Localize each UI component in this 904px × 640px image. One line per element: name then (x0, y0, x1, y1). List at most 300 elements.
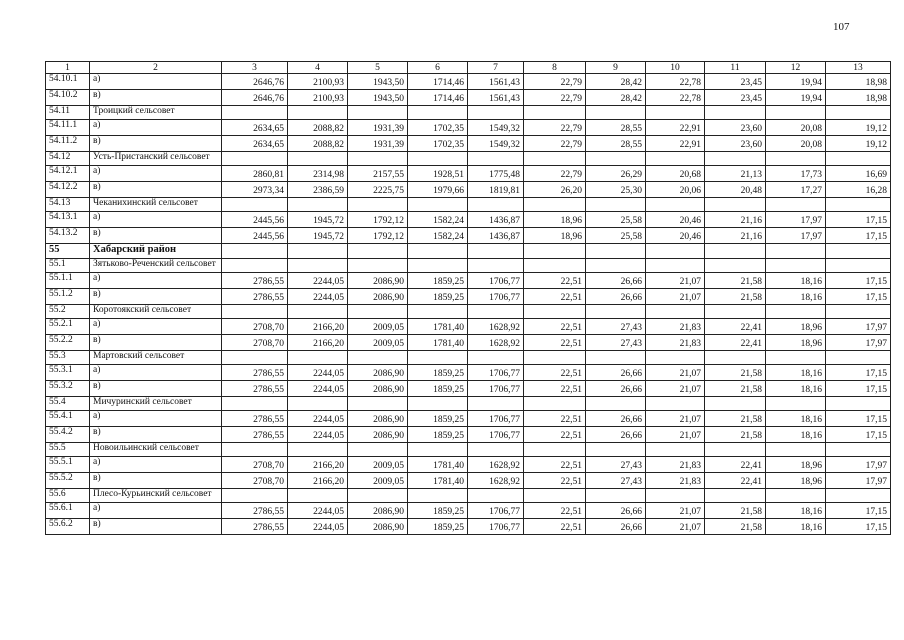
value-cell (468, 244, 524, 259)
value-cell: 18,16 (766, 273, 826, 289)
value-cell: 21,07 (646, 381, 705, 397)
value-cell: 1943,50 (348, 74, 408, 90)
value-cell (468, 351, 524, 365)
row-code: 55.3 (46, 351, 90, 365)
value-cell: 28,42 (586, 90, 646, 106)
value-cell: 1859,25 (408, 519, 468, 535)
tariff-table (45, 61, 891, 535)
row-code: 55.1.1 (46, 273, 90, 289)
row-code: 55.5 (46, 443, 90, 457)
value-cell (288, 305, 348, 319)
value-cell: 2100,93 (288, 74, 348, 90)
section-row (46, 305, 891, 319)
value-cell (766, 397, 826, 411)
value-cell: 21,83 (646, 335, 705, 351)
section-row (46, 198, 891, 212)
value-cell (524, 259, 586, 273)
row-code: 54.11.1 (46, 120, 90, 136)
value-cell (524, 152, 586, 166)
value-cell: 18,16 (766, 503, 826, 519)
value-cell: 1859,25 (408, 427, 468, 443)
row-code: 54.12.2 (46, 182, 90, 198)
row-title: Зятьково-Реченский сельсовет (90, 259, 222, 273)
value-cell: 2445,56 (222, 228, 288, 244)
value-cell: 17,97 (826, 335, 891, 351)
value-cell (826, 443, 891, 457)
value-cell: 17,15 (826, 365, 891, 381)
row-code: 55.6.1 (46, 503, 90, 519)
value-cell: 2244,05 (288, 411, 348, 427)
value-cell (646, 351, 705, 365)
value-cell: 1945,72 (288, 228, 348, 244)
value-cell: 21,83 (646, 319, 705, 335)
value-cell (348, 198, 408, 212)
value-cell: 22,41 (705, 335, 766, 351)
column-header: 2 (90, 62, 222, 74)
value-cell: 22,51 (524, 365, 586, 381)
value-cell: 2086,90 (348, 427, 408, 443)
value-cell: 25,30 (586, 182, 646, 198)
value-cell: 21,83 (646, 457, 705, 473)
value-cell: 18,16 (766, 289, 826, 305)
value-cell (766, 351, 826, 365)
value-cell: 21,07 (646, 411, 705, 427)
value-cell: 1714,46 (408, 90, 468, 106)
value-cell: 1781,40 (408, 335, 468, 351)
value-cell: 19,94 (766, 90, 826, 106)
row-variant: а) (90, 319, 222, 335)
value-cell (222, 397, 288, 411)
value-cell: 1859,25 (408, 273, 468, 289)
value-cell (586, 305, 646, 319)
value-cell: 2086,90 (348, 365, 408, 381)
value-cell: 2634,65 (222, 136, 288, 152)
value-cell (646, 397, 705, 411)
value-cell (288, 443, 348, 457)
section-row (46, 397, 891, 411)
value-cell: 2009,05 (348, 335, 408, 351)
row-title: Троицкий сельсовет (90, 106, 222, 120)
section-row (46, 443, 891, 457)
value-cell (524, 351, 586, 365)
value-cell: 22,78 (646, 90, 705, 106)
value-cell: 21,58 (705, 411, 766, 427)
value-cell: 17,15 (826, 289, 891, 305)
value-cell (826, 152, 891, 166)
value-cell (524, 489, 586, 503)
value-cell: 2157,55 (348, 166, 408, 182)
value-cell: 1792,12 (348, 228, 408, 244)
value-cell: 23,60 (705, 136, 766, 152)
table-row (46, 212, 891, 228)
value-cell: 2100,93 (288, 90, 348, 106)
value-cell: 26,66 (586, 273, 646, 289)
value-cell (468, 106, 524, 120)
value-cell: 2634,65 (222, 120, 288, 136)
row-code: 55.5.1 (46, 457, 90, 473)
value-cell: 22,51 (524, 473, 586, 489)
row-code: 55.5.2 (46, 473, 90, 489)
value-cell (826, 397, 891, 411)
value-cell: 1706,77 (468, 381, 524, 397)
value-cell (348, 443, 408, 457)
row-variant: а) (90, 74, 222, 90)
value-cell: 2244,05 (288, 427, 348, 443)
row-code: 55.4.1 (46, 411, 90, 427)
table-row (46, 120, 891, 136)
value-cell: 1859,25 (408, 503, 468, 519)
value-cell (468, 489, 524, 503)
value-cell: 17,97 (826, 473, 891, 489)
value-cell: 1928,51 (408, 166, 468, 182)
value-cell: 1859,25 (408, 411, 468, 427)
value-cell (348, 152, 408, 166)
value-cell (468, 259, 524, 273)
value-cell: 2646,76 (222, 74, 288, 90)
value-cell: 25,58 (586, 228, 646, 244)
value-cell (826, 259, 891, 273)
value-cell: 1706,77 (468, 519, 524, 535)
value-cell: 1561,43 (468, 74, 524, 90)
row-variant: а) (90, 166, 222, 182)
row-variant: в) (90, 381, 222, 397)
value-cell (222, 244, 288, 259)
value-cell: 1931,39 (348, 136, 408, 152)
value-cell (524, 198, 586, 212)
value-cell: 22,41 (705, 457, 766, 473)
row-variant: в) (90, 335, 222, 351)
value-cell: 1549,32 (468, 136, 524, 152)
value-cell (766, 244, 826, 259)
value-cell (468, 305, 524, 319)
value-cell (468, 397, 524, 411)
value-cell (468, 152, 524, 166)
table-row (46, 273, 891, 289)
value-cell: 17,73 (766, 166, 826, 182)
value-cell (288, 106, 348, 120)
value-cell (408, 489, 468, 503)
row-code: 54.12 (46, 152, 90, 166)
value-cell: 19,12 (826, 136, 891, 152)
value-cell: 18,96 (524, 212, 586, 228)
page-number: 107 (833, 21, 850, 33)
value-cell: 26,29 (586, 166, 646, 182)
section-row (46, 489, 891, 503)
value-cell: 27,43 (586, 319, 646, 335)
value-cell (222, 259, 288, 273)
column-header: 9 (586, 62, 646, 74)
value-cell (348, 351, 408, 365)
value-cell: 1706,77 (468, 273, 524, 289)
row-title: Мартовский сельсовет (90, 351, 222, 365)
value-cell (705, 351, 766, 365)
value-cell (705, 397, 766, 411)
value-cell: 22,91 (646, 120, 705, 136)
value-cell (468, 198, 524, 212)
value-cell (705, 489, 766, 503)
value-cell: 21,16 (705, 212, 766, 228)
value-cell (408, 305, 468, 319)
value-cell: 27,43 (586, 457, 646, 473)
value-cell (408, 259, 468, 273)
value-cell: 18,98 (826, 74, 891, 90)
value-cell: 1792,12 (348, 212, 408, 228)
value-cell: 1706,77 (468, 427, 524, 443)
value-cell (408, 244, 468, 259)
value-cell: 2786,55 (222, 411, 288, 427)
row-variant: а) (90, 273, 222, 289)
value-cell (408, 351, 468, 365)
row-code: 54.13.1 (46, 212, 90, 228)
value-cell (222, 198, 288, 212)
row-variant: в) (90, 427, 222, 443)
value-cell: 2708,70 (222, 473, 288, 489)
value-cell (288, 397, 348, 411)
value-cell: 26,66 (586, 365, 646, 381)
value-cell: 20,06 (646, 182, 705, 198)
value-cell: 17,15 (826, 411, 891, 427)
value-cell (222, 106, 288, 120)
value-cell (348, 244, 408, 259)
value-cell: 17,97 (826, 457, 891, 473)
value-cell: 21,07 (646, 427, 705, 443)
value-cell: 2244,05 (288, 503, 348, 519)
value-cell: 26,66 (586, 503, 646, 519)
value-cell: 27,43 (586, 335, 646, 351)
table-row (46, 136, 891, 152)
row-title: Плесо-Курьинский сельсовет (90, 489, 222, 503)
value-cell: 2445,56 (222, 212, 288, 228)
value-cell (705, 198, 766, 212)
value-cell: 25,58 (586, 212, 646, 228)
column-header: 11 (705, 62, 766, 74)
column-header: 12 (766, 62, 826, 74)
value-cell: 21,07 (646, 503, 705, 519)
value-cell (586, 397, 646, 411)
value-cell (766, 443, 826, 457)
value-cell: 1706,77 (468, 411, 524, 427)
value-cell (524, 244, 586, 259)
row-code: 55.3.1 (46, 365, 90, 381)
value-cell (826, 305, 891, 319)
value-cell: 22,51 (524, 381, 586, 397)
value-cell (288, 198, 348, 212)
column-header: 1 (46, 62, 90, 74)
value-cell: 21,16 (705, 228, 766, 244)
value-cell: 21,58 (705, 289, 766, 305)
row-code: 54.10.2 (46, 90, 90, 106)
value-cell: 22,91 (646, 136, 705, 152)
value-cell: 18,96 (766, 319, 826, 335)
value-cell: 20,48 (705, 182, 766, 198)
value-cell: 21,58 (705, 365, 766, 381)
value-cell: 22,79 (524, 120, 586, 136)
value-cell (766, 259, 826, 273)
value-cell: 2086,90 (348, 411, 408, 427)
value-cell: 2086,90 (348, 519, 408, 535)
value-cell: 1561,43 (468, 90, 524, 106)
value-cell (288, 351, 348, 365)
value-cell (766, 106, 826, 120)
value-cell: 18,96 (766, 473, 826, 489)
value-cell: 2086,90 (348, 381, 408, 397)
row-variant: а) (90, 120, 222, 136)
value-cell (826, 106, 891, 120)
value-cell: 18,16 (766, 427, 826, 443)
value-cell: 2786,55 (222, 503, 288, 519)
row-code: 54.10.1 (46, 74, 90, 90)
value-cell: 27,43 (586, 473, 646, 489)
value-cell: 2166,20 (288, 319, 348, 335)
value-cell: 1979,66 (408, 182, 468, 198)
value-cell: 2244,05 (288, 273, 348, 289)
row-code: 55.6.2 (46, 519, 90, 535)
value-cell: 2166,20 (288, 335, 348, 351)
value-cell: 2708,70 (222, 319, 288, 335)
value-cell: 1436,87 (468, 212, 524, 228)
value-cell: 20,46 (646, 228, 705, 244)
value-cell: 1781,40 (408, 457, 468, 473)
value-cell: 1628,92 (468, 319, 524, 335)
value-cell: 17,15 (826, 273, 891, 289)
value-cell (705, 106, 766, 120)
row-variant: а) (90, 411, 222, 427)
row-code: 55.1 (46, 259, 90, 273)
value-cell: 17,15 (826, 519, 891, 535)
value-cell: 2786,55 (222, 365, 288, 381)
value-cell (524, 397, 586, 411)
value-cell (766, 152, 826, 166)
value-cell: 2088,82 (288, 136, 348, 152)
value-cell: 26,66 (586, 289, 646, 305)
value-cell (646, 489, 705, 503)
row-code: 54.12.1 (46, 166, 90, 182)
value-cell: 1628,92 (468, 473, 524, 489)
value-cell: 26,66 (586, 411, 646, 427)
value-cell: 2386,59 (288, 182, 348, 198)
table-row (46, 182, 891, 198)
value-cell (222, 152, 288, 166)
value-cell: 2086,90 (348, 289, 408, 305)
value-cell (586, 106, 646, 120)
value-cell: 2086,90 (348, 273, 408, 289)
row-variant: а) (90, 457, 222, 473)
value-cell: 2786,55 (222, 381, 288, 397)
row-variant: в) (90, 182, 222, 198)
value-cell: 22,51 (524, 289, 586, 305)
value-cell: 21,58 (705, 503, 766, 519)
row-code: 55.6 (46, 489, 90, 503)
row-code: 55.4.2 (46, 427, 90, 443)
value-cell: 28,42 (586, 74, 646, 90)
value-cell: 2225,75 (348, 182, 408, 198)
value-cell: 2244,05 (288, 365, 348, 381)
table-row (46, 166, 891, 182)
row-variant: в) (90, 473, 222, 489)
table-row (46, 457, 891, 473)
value-cell: 1819,81 (468, 182, 524, 198)
value-cell (348, 305, 408, 319)
value-cell: 17,15 (826, 503, 891, 519)
value-cell: 21,58 (705, 427, 766, 443)
row-code: 55.3.2 (46, 381, 90, 397)
value-cell: 17,97 (766, 212, 826, 228)
value-cell: 1943,50 (348, 90, 408, 106)
value-cell: 20,46 (646, 212, 705, 228)
value-cell: 2244,05 (288, 289, 348, 305)
value-cell: 2646,76 (222, 90, 288, 106)
value-cell (468, 443, 524, 457)
value-cell: 1859,25 (408, 365, 468, 381)
table-row (46, 365, 891, 381)
value-cell: 2314,98 (288, 166, 348, 182)
value-cell (288, 489, 348, 503)
column-header: 6 (408, 62, 468, 74)
value-cell (408, 152, 468, 166)
row-code: 55.4 (46, 397, 90, 411)
row-code: 55.2.2 (46, 335, 90, 351)
value-cell (348, 489, 408, 503)
table-row (46, 319, 891, 335)
row-title: Чеканихинский сельсовет (90, 198, 222, 212)
value-cell: 26,66 (586, 519, 646, 535)
row-title: Новоильинский сельсовет (90, 443, 222, 457)
value-cell: 22,41 (705, 473, 766, 489)
value-cell (586, 198, 646, 212)
row-code: 55.2 (46, 305, 90, 319)
row-code: 54.13 (46, 198, 90, 212)
row-code: 55 (46, 244, 90, 259)
value-cell (348, 397, 408, 411)
value-cell (222, 305, 288, 319)
value-cell: 1582,24 (408, 212, 468, 228)
row-title: Хабарский район (90, 244, 222, 259)
value-cell: 22,51 (524, 273, 586, 289)
section-row (46, 351, 891, 365)
value-cell: 1859,25 (408, 289, 468, 305)
value-cell: 16,28 (826, 182, 891, 198)
value-cell (826, 244, 891, 259)
row-variant: в) (90, 228, 222, 244)
value-cell: 2166,20 (288, 473, 348, 489)
row-code: 55.2.1 (46, 319, 90, 335)
value-cell: 1945,72 (288, 212, 348, 228)
row-code: 54.11 (46, 106, 90, 120)
value-cell (646, 198, 705, 212)
table-row (46, 335, 891, 351)
value-cell: 2009,05 (348, 457, 408, 473)
value-cell: 16,69 (826, 166, 891, 182)
value-cell: 17,27 (766, 182, 826, 198)
value-cell (586, 259, 646, 273)
value-cell: 2973,34 (222, 182, 288, 198)
value-cell: 2166,20 (288, 457, 348, 473)
value-cell: 2708,70 (222, 457, 288, 473)
value-cell (705, 244, 766, 259)
value-cell (408, 106, 468, 120)
value-cell (524, 106, 586, 120)
table-row (46, 381, 891, 397)
value-cell: 22,51 (524, 335, 586, 351)
value-cell: 2086,90 (348, 503, 408, 519)
value-cell (222, 443, 288, 457)
value-cell: 21,07 (646, 289, 705, 305)
value-cell: 1781,40 (408, 319, 468, 335)
value-cell (646, 259, 705, 273)
value-cell (766, 198, 826, 212)
value-cell (826, 351, 891, 365)
value-cell (222, 489, 288, 503)
